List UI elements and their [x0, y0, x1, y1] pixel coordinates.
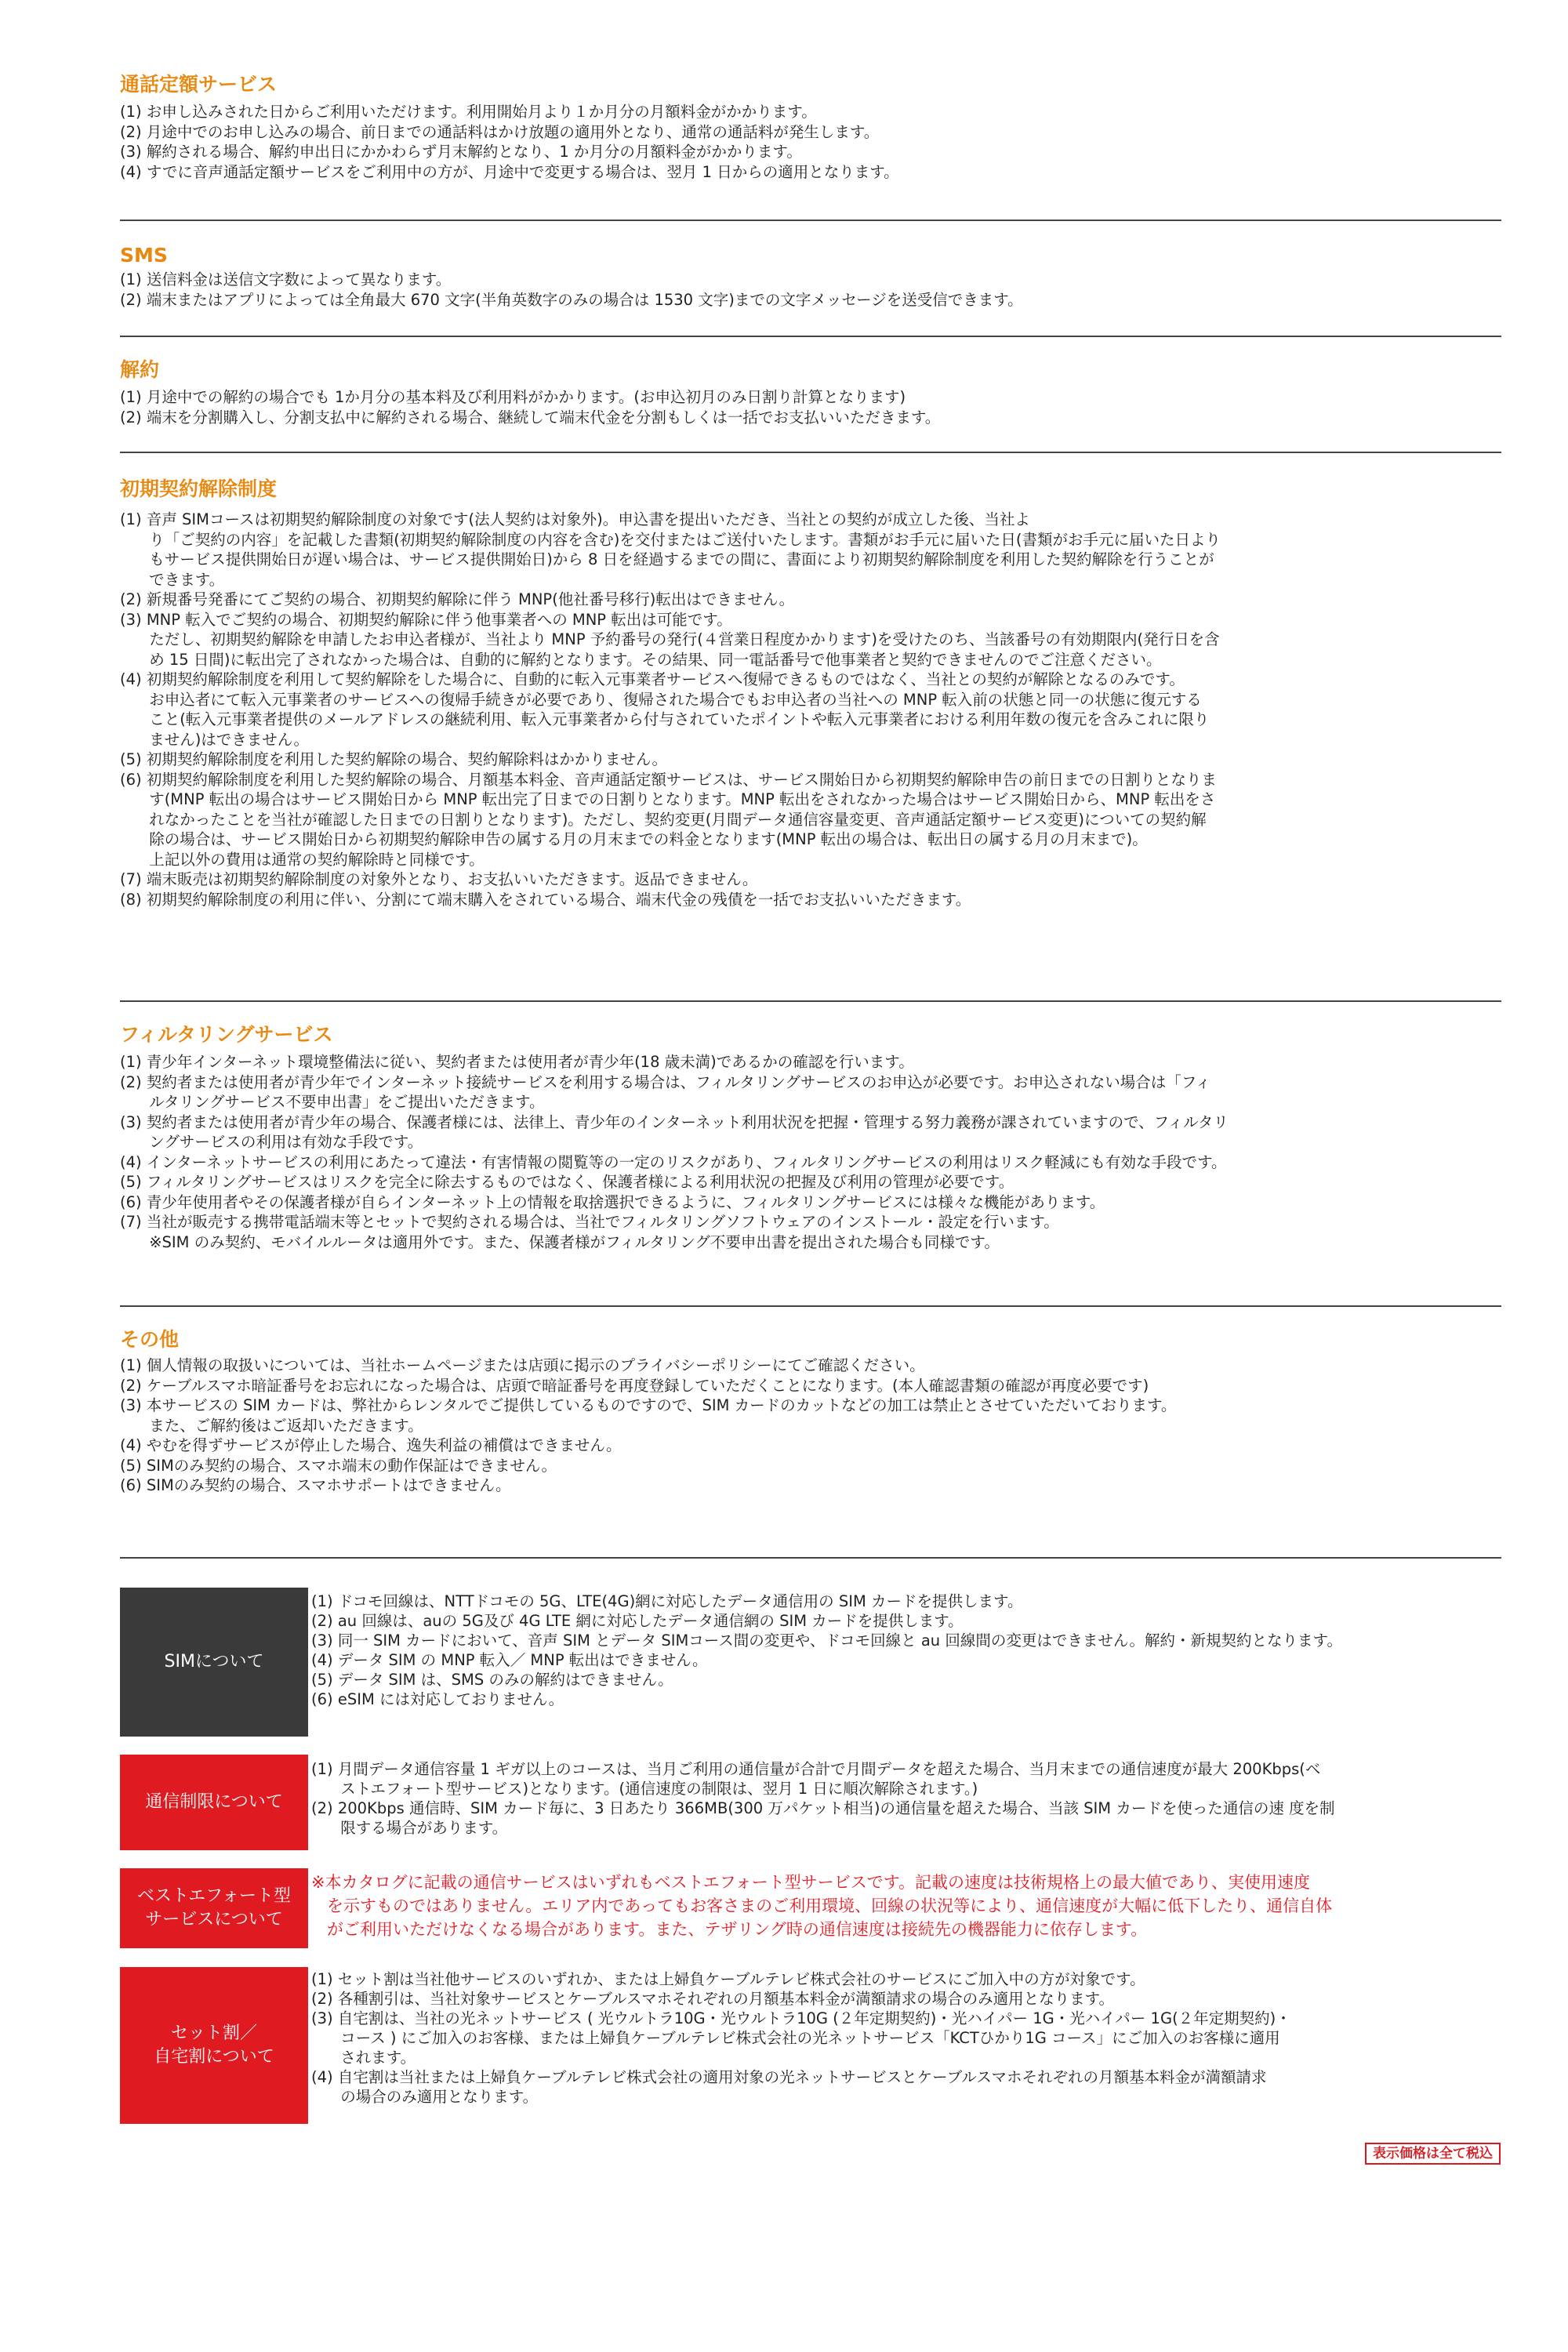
section-cancellation [120, 358, 940, 427]
list-item: (6) eSIM には対応しておりません。 [311, 1690, 564, 1708]
list-item: (2) au 回線は、auの 5G及び 4G LTE 網に対応したデータ通信網の SIM カードを提供します。 [311, 1612, 964, 1630]
list-item: コース ) にご加入のお客様、または上婦負ケーブルテレビ株式会社の光ネットサービス「KCTひかり1G コース」にご加入のお客様に適用 [311, 2029, 1280, 2047]
list-item: 限する場合があります。 [311, 1819, 508, 1837]
list-item: (4) やむを得ずサービスが停止した場合、逸失利益の補償はできません。 [120, 1436, 622, 1454]
list-item: (4) 初期契約解除制度を利用して契約解除をした場合に、自動的に転入元事業者サービスへ復帰できるものではなく、当社との契約が解除となるのみです。 [120, 670, 1185, 688]
section-sms [120, 243, 1023, 310]
list-item: を示すものではありません。エリア内であってもお客さまのご利用環境、回線の状況等により、通信速度が大幅に低下したり、通信自体 [311, 1896, 1333, 1915]
section-title: 解約 [120, 358, 160, 381]
list-item: (2) 月途中でのお申し込みの場合、前日までの通話料はかけ放題の適用外となり、通常の通話料が発生します。 [120, 122, 880, 141]
list-item: (1) 音声 SIMコースは初期契約解除制度の対象です(法人契約は対象外)。申込書を提出いただき、当社との契約が成立した後、当社よ [120, 510, 1030, 528]
section-filtering-service [120, 1022, 1229, 1252]
list-item: ルタリングサービス不要申出書」をご提出いただきます。 [120, 1093, 545, 1111]
list-item: (2) 新規番号発番にてご契約の場合、初期契約解除に伴う MNP(他社番号移行)転出はできません。 [120, 590, 795, 608]
section-title: フィルタリングサービス [120, 1023, 333, 1046]
list-item: (1) セット割は当社他サービスのいずれか、または上婦負ケーブルテレビ株式会社のサービスにご加入中の方が対象です。 [311, 1970, 1145, 1988]
list-item: (6) 初期契約解除制度を利用した契約解除の場合、月額基本料金、音声通話定額サービスは、サービス開始日から初期契約解除申告の前日までの日割りとなりま [120, 770, 1217, 789]
list-item: め 15 日間)に転出完了されなかった場合は、自動的に解約となります。その結果、同一電話番号で他事業者と契約できませんのでご注意ください。 [120, 650, 1162, 669]
list-item: (5) 初期契約解除制度を利用した契約解除の場合、契約解除料はかかりません。 [120, 750, 667, 768]
divider [120, 1557, 1501, 1559]
section-other [120, 1327, 1176, 1496]
list-item: できます。 [120, 570, 225, 589]
list-item: ※本カタログに記載の通信サービスはいずれもベストエフォート型サービスです。記載の速度は技術規格上の最大値であり、実使用速度 [311, 1873, 1311, 1892]
list-item: (2) 各種割引は、当社対象サービスとケーブルスマホそれぞれの月額基本料金が満額請求の場合のみ適用となります。 [311, 1990, 1115, 2008]
list-item: (1) 月途中での解約の場合でも 1か月分の基本料及び利用料がかかります。(お申込初月のみ日割り計算となります) [120, 388, 906, 406]
list-item: (6) 青少年使用者やその保護者様が自らインターネット上の情報を取捨選択できるように、フィルタリングサービスには様々な機能があります。 [120, 1192, 1105, 1211]
list-item: ストエフォート型サービス)となります。(通信速度の制限は、翌月 1 日に順次解除されます。) [311, 1780, 978, 1798]
list-item: (4) 自宅割は当社または上婦負ケーブルテレビ株式会社の適用対象の光ネットサービスとケーブルスマホそれぞれの月額基本料金が満額請求 [311, 2068, 1267, 2086]
section-call-flat-rate [120, 72, 899, 182]
list-item: (3) 同一 SIM カードにおいて、音声 SIM とデータ SIMコース間の変更や、ドコモ回線と au 回線間の変更はできません。解約・新規契約となります。 [311, 1632, 1342, 1650]
box-best-effort [120, 1868, 308, 1948]
list-item: (1) お申し込みされた日からご利用いただけます。利用開始月より１か月分の月額料金がかかります。 [120, 103, 817, 121]
list-item: (3) 契約者または使用者が青少年の場合、保護者様には、法律上、青少年のインターネット利用状況を把握・管理する努力義務が課されていますので、フィルタリ [120, 1112, 1229, 1131]
section-title: SMS [120, 244, 168, 267]
list-item: (7) 当社が販売する携帯電話端末等とセットで契約される場合は、当社でフィルタリングソフトウェアのインストール・設定を行います。 [120, 1213, 1059, 1231]
list-item: す(MNP 転出の場合はサービス開始日から MNP 転出完了日までの日割りとなります。MNP 転出をされなかった場合はサービス開始日から、MNP 転出をさ [120, 790, 1216, 808]
list-item: (3) 解約される場合、解約申出日にかかわらず月末解約となり、1 か月分の月額料金がかかります。 [120, 143, 802, 161]
list-item: (3) 本サービスの SIM カードは、弊社からレンタルでご提供しているものですので、SIM カードのカットなどの加工は禁止とさせていただいております。 [120, 1396, 1177, 1414]
list-item: (5) フィルタリングサービスはリスクを完全に除去するものではなく、保護者様による利用状況の把握及び利用の管理が必要です。 [120, 1173, 1014, 1191]
box-label: ベストエフォート型 サービスについて [120, 1868, 308, 1948]
list-item: (6) SIMのみ契約の場合、スマホサポートはできません。 [120, 1476, 511, 1494]
list-item: (2) 端末またはアプリによっては全角最大 670 文字(半角英数字のみの場合は 1530 文字)までの文字メッセージを送受信できます。 [120, 290, 1023, 309]
list-item: (2) ケーブルスマホ暗証番号をお忘れになった場合は、店頭で暗証番号を再度登録していただくことになります。(本人確認書類の確認が再度必要です) [120, 1376, 1149, 1395]
list-item: の場合のみ適用となります。 [311, 2088, 539, 2106]
list-item: れなかったことを当社が確認した日までの日割りとなります)。ただし、契約変更(月間データ通信容量変更、音声通話定額サービス変更)についての契約解 [120, 810, 1207, 829]
box-best-effort-body [311, 1871, 1503, 1941]
list-item: り「ご契約の内容」を記載した書類(初期契約解除制度の内容を含む)を交付またはご送付いたします。書類がお手元に届いた日(書類がお手元に届いた日より [120, 530, 1221, 549]
list-item: ません)はできません。 [120, 730, 309, 749]
box-set-discount [120, 1967, 308, 2124]
divider [120, 1000, 1501, 1002]
list-item: (1) ドコモ回線は、NTTドコモの 5G、LTE(4G)網に対応したデータ通信用の SIM カードを提供します。 [311, 1592, 1023, 1610]
list-item: (1) 月間データ通信容量 1 ギガ以上のコースは、当月ご利用の通信量が合計で月間データを超えた場合、当月末までの通信速度が最大 200Kbps(ベ [311, 1760, 1321, 1778]
list-item: されます。 [311, 2049, 416, 2067]
list-item: もサービス提供開始日が遅い場合は、サービス提供開始日)から 8 日を経過するまでの間に、書面により初期契約解除制度を利用した契約解除を行うことが [120, 550, 1214, 568]
section-title: 通話定額サービス [120, 73, 278, 96]
list-item: (1) 青少年インターネット環境整備法に従い、契約者または使用者が青少年(18 歳未満)であるかの確認を行います。 [120, 1053, 914, 1071]
box-speed-limit [120, 1755, 308, 1850]
tax-included-badge: 表示価格は全て税込 [1365, 2143, 1501, 2165]
list-item: (8) 初期契約解除制度の利用に伴い、分割にて端末購入をされている場合、端末代金の残債を一括でお支払いいただきます。 [120, 890, 971, 909]
list-item: (5) データ SIM は、SMS のみの解約はできません。 [311, 1671, 673, 1689]
section-title: その他 [120, 1328, 180, 1351]
list-item: こと(転入元事業者提供のメールアドレスの継続利用、転入元事業者から付与されていたポイントや転入元事業者における利用年数の復元を含みこれに限り [120, 710, 1210, 728]
box-sim-body [311, 1592, 1503, 1709]
list-item: ングサービスの利用は有効な手段です。 [120, 1133, 423, 1151]
list-item: (1) 送信料金は送信文字数によって異なります。 [120, 270, 452, 289]
list-item: (4) すでに音声通話定額サービスをご利用中の方が、月途中で変更する場合は、翌月 1 日からの適用となります。 [120, 162, 899, 181]
list-item: (5) SIMのみ契約の場合、スマホ端末の動作保証はできません。 [120, 1456, 557, 1475]
box-label: 通信制限について [120, 1755, 308, 1850]
section-initial-contract-cancellation [120, 477, 1221, 909]
list-item: 除の場合は、サービス開始日から初期契約解除申告の属する月の月末までの料金となります(MNP 転出の場合は、転出日の属する月の月末まで)。 [120, 830, 1148, 848]
list-item: ※SIM のみ契約、モバイルルータは適用外です。また、保護者様がフィルタリング不要申出書を提出された場合も同様です。 [120, 1232, 1000, 1251]
list-item: (4) インターネットサービスの利用にあたって違法・有害情報の閲覧等の一定のリスクがあり、フィルタリングサービスの利用はリスク軽減にも有効な手段です。 [120, 1152, 1227, 1171]
list-item: (2) 200Kbps 通信時、SIM カード毎に、3 日あたり 366MB(300 万パケット相当)の通信量を超えた場合、当該 SIM カードを使った通信の速 度を制 [311, 1799, 1335, 1817]
list-item: (1) 個人情報の取扱いについては、当社ホームページまたは店頭に掲示のプライバシーポリシーにてご確認ください。 [120, 1356, 925, 1374]
list-item: (3) 自宅割は、当社の光ネットサービス ( 光ウルトラ10G・光ウルトラ10G (２年定期契約)・光ハイパー 1G・光ハイパー 1G(２年定期契約)・ [311, 2009, 1291, 2027]
box-sim [120, 1588, 308, 1737]
section-title: 初期契約解除制度 [120, 477, 278, 500]
box-set-discount-body [311, 1969, 1503, 2107]
list-item: お申込者にて転入元事業者のサービスへの復帰手続きが必要であり、復帰された場合でもお申込者の当社への MNP 転入前の状態と同一の状態に復元する [120, 690, 1202, 709]
divider [120, 220, 1501, 221]
divider [120, 336, 1501, 337]
list-item: (2) 端末を分割購入し、分割支払中に解約される場合、継続して端末代金を分割もしくは一括でお支払いいただきます。 [120, 408, 941, 426]
list-item: また、ご解約後はご返却いただきます。 [120, 1416, 423, 1435]
list-item: がご利用いただけなくなる場合があります。また、テザリング時の通信速度は接続先の機器能力に依存します。 [311, 1920, 1148, 1939]
box-speed-limit-body [311, 1759, 1503, 1838]
list-item: (2) 契約者または使用者が青少年でインターネット接続サービスを利用する場合は、フィルタリングサービスのお申込が必要です。お申込されない場合は「フィ [120, 1073, 1211, 1091]
list-item: (4) データ SIM の MNP 転入／ MNP 転出はできません。 [311, 1651, 708, 1669]
divider [120, 1305, 1501, 1307]
list-item: ただし、初期契約解除を申請したお申込者様が、当社より MNP 予約番号の発行(４営業日程度かかります)を受けたのち、当該番号の有効期限内(発行日を含 [120, 630, 1220, 648]
list-item: 上記以外の費用は通常の契約解除時と同様です。 [120, 850, 485, 869]
list-item: (3) MNP 転入でご契約の場合、初期契約解除に伴う他事業者への MNP 転出は可能です。 [120, 610, 732, 629]
box-label: セット割／ 自宅割について [120, 1967, 308, 2124]
box-label: SIMについて [120, 1588, 308, 1737]
list-item: (7) 端末販売は初期契約解除制度の対象外となり、お支払いいただきます。返品できません。 [120, 870, 758, 888]
divider [120, 452, 1501, 453]
